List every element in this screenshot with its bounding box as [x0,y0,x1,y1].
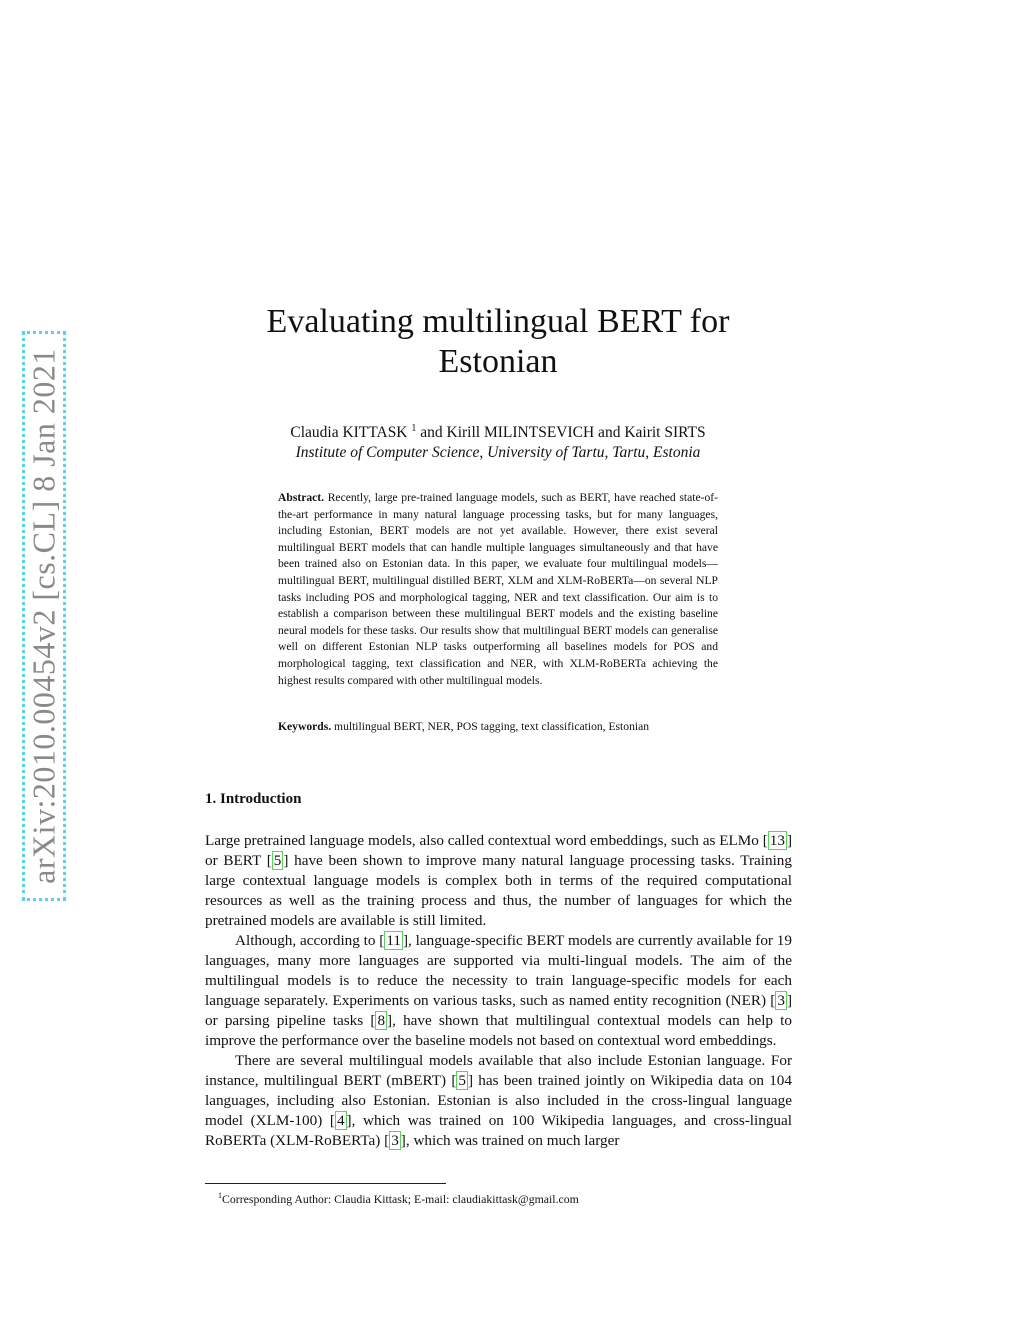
citation-link[interactable]: 4 [336,1112,345,1129]
text-run: Although, according to [235,932,380,949]
introduction-body [205,831,792,1151]
footnote [218,1188,579,1207]
authors [180,420,816,442]
text-run: , have shown that multilingual contextual models can help to improve the performance over the baseline models not based on contextual word embeddings. [205,1012,792,1049]
intro-paragraph-1: Large pretrained language models, also called contextual word embeddings, such as ELMo [ 13 ] or BERT [ 5 ] have been shown to improve many natural language processing tasks. Training large contextual language models is complex both in terms of the required computational resources as well as the training process and thus, the number of languages for which the pretrained models are available is still limited. [205,832,792,929]
citation-link[interactable]: 8 [377,1012,386,1029]
citation-link[interactable]: 5 [458,1072,466,1089]
intro-paragraph-2: Although, according to [ 11 ], language-specific BERT models are currently available for 19 languages, many more languages are supported via multi-lingual models. The aim of the multilingual models is to reduce the necessity to train language-specific models for each language separately. Experiments on various tasks, such as named entity recognition (NER) [ 3 ] or parsing pipeline tasks [ 8 ], have shown that multilingual contextual models can help to improve the performance over the baseline models not based on contextual word embeddings. [205,932,792,1049]
text-run: has been trained jointly on Wikipedia data on 104 languages, including also Estonian. Estonian is also included in the cross-lingual language model (XLM-100) [205,1072,792,1129]
intro-paragraph-3: There are several multilingual models available that also include Estonian language. For instance, multilingual BERT (mBERT) [ 5 ] has been trained jointly on Wikipedia data on 104 languages, including also Estonian. Estonian is also included in the cross-lingual language model (XLM-100) [ 4 ], which was trained on 100 Wikipedia languages, and cross-lingual RoBERTa (XLM-RoBERTa) [ 3 ], which was trained on much larger [205,1052,792,1149]
citation-link[interactable]: 3 [391,1132,399,1149]
author-footnote-marker[interactable]: 1 [411,423,417,434]
title-line-2: Estonian [438,343,558,380]
paper-title [180,302,816,382]
arxiv-identifier[interactable]: arXiv:2010.00454v2 [cs.CL] 8 Jan 2021 [25,348,62,884]
first-author: Claudia KITTASK [290,424,408,442]
citation-link[interactable]: 11 [386,932,401,949]
affiliation: Institute of Computer Science, University of Tartu, Tartu, Estonia [295,444,701,461]
abstract-label: Abstract. [278,491,325,504]
text-run: , which was trained on much larger [405,1132,620,1149]
other-authors: and Kirill MILINTSEVICH and Kairit SIRTS [420,424,706,442]
text-run: or parsing pipeline tasks [205,1012,371,1029]
arxiv-stamp [22,331,66,901]
text-run: Large pretrained language models, also called contextual word embeddings, such as ELMo [205,832,763,849]
text-run: , which was trained on 100 Wikipedia languages, and cross-lingual RoBERTa (XLM-RoBERTa) [205,1112,792,1149]
title-line-1: Evaluating multilingual BERT for [266,303,730,340]
footnote-marker: 1 [218,1191,222,1200]
keywords-text: multilingual BERT, NER, POS tagging, text classification, Estonian [334,720,650,733]
citation-link[interactable]: 3 [777,992,785,1009]
text-run: There are several multilingual models available that also include Estonian language. For instance, multilingual BERT (mBERT) [205,1052,792,1089]
section-heading-introduction: 1. Introduction [205,791,302,807]
footnote-text: Corresponding Author: Claudia Kittask; E-mail: claudiakittask@gmail.com [222,1191,579,1206]
text-run: , language-specific BERT models are currently available for 19 languages, many more languages are supported via multi-lingual models. The aim of the multilingual models is to reduce the necessity to train language-specific models for each language separately. Experiments on various tasks, such as named entity recognition (NER) [205,932,792,1009]
text-run: or BERT [205,852,267,869]
keywords-label: Keywords. [278,720,332,733]
footnote-divider [205,1183,446,1184]
text-run: have been shown to improve many natural language processing tasks. Training large contextual language models is complex both in terms of the required computational resources as well as the training process and thus, the number of languages for which the pretrained models are available is still limited. [205,852,792,929]
keywords [278,719,738,735]
abstract-text: Recently, large pre-trained language models, such as BERT, have reached state-of-the-art performance in many natural language processing tasks, but for many languages, including Estonian, BERT models are not yet available. However, there exist several multilingual BERT models that can handle multiple languages simultaneously and that have been trained also on Estonian data. In this paper, we evaluate four multilingual models—multilingual BERT, multilingual distilled BERT, XLM and XLM-RoBERTa—on several NLP tasks including POS and morphological tagging, NER and text classification. Our aim is to establish a comparison between these multilingual BERT models and the existing baseline neural models for these tasks. Our results show that multilingual BERT models can generalise well on different Estonian NLP tasks outperforming all baselines models for POS and morphological tagging, text classification and NER, with XLM-RoBERTa achieving the highest results compared with other multilingual models. [278,491,718,687]
citation-link[interactable]: 13 [769,832,785,849]
abstract [278,490,718,689]
citation-link[interactable]: 5 [273,852,282,869]
